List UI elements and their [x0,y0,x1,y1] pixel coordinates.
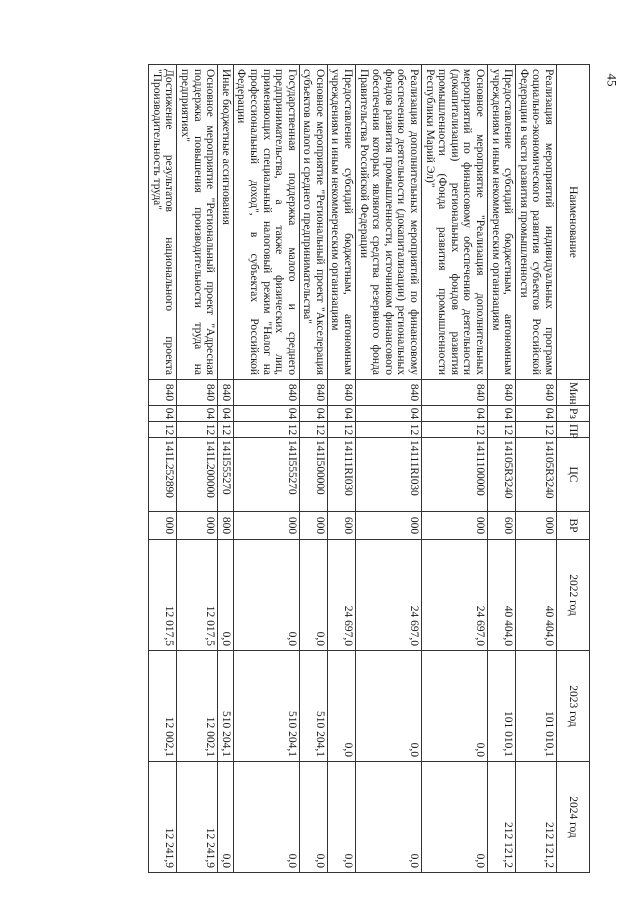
table-row [177,65,218,873]
cell-2023-value: 0,0 [408,742,421,757]
cell-2022 [488,540,516,651]
cell-vr [488,512,516,540]
cell-2022-value: 24 697,0 [408,605,421,646]
table-row [218,65,234,873]
cell-name: Государственная поддержка малого и среднего предпринимательства, а также физических лиц, применяющих специальный налоговый режим "Налог на профессиональный доход", в субъектах Российской Федерации [233,65,299,380]
cell-vr [422,512,488,540]
cell-2024 [233,762,299,873]
table-row [233,65,299,873]
cell-name: Предоставление субсидий бюджетным, автономным учреждениям и иным некоммерческим организациям [488,65,516,380]
cell-pr: 12 [422,422,488,438]
cell-2024 [149,762,177,873]
cell-pr: 12 [299,422,327,438]
cell-min: 840 [299,380,327,406]
cell-2024-value: 0,0 [219,853,232,868]
cell-name: Основное мероприятие "Реализация дополнительных мероприятий по финансовому обеспечению деятельности (докапитализации) региональных фондов развития промышленности (Фонда развития промышленности Республики Марий Эл)" [422,65,488,380]
cell-name: Основное мероприятие "Региональный проект "Акселерация субъектов малого и среднего предпринимательства" [299,65,327,380]
cell-2024 [516,762,557,873]
cell-vr [356,512,422,540]
cell-vr [299,512,327,540]
table-row [356,65,422,873]
cell-rz: 04 [516,406,557,422]
cell-min: 840 [233,380,299,406]
cell-2022-value: 24 697,0 [474,605,487,646]
cell-2023-value: 101 010,1 [543,711,555,757]
cell-2022-value: 0,0 [285,631,298,646]
cell-2024-value: 12 241,9 [204,827,217,868]
cell-2023 [327,651,355,762]
header-pr: ПР [557,422,590,438]
cell-rz: 04 [233,406,299,422]
cell-2023-value: 510 204,1 [219,711,232,757]
table-header-row [557,65,590,873]
cell-2024-value: 0,0 [285,853,298,868]
cell-2023 [299,651,327,762]
cell-vr [327,512,355,540]
cell-2022 [516,540,557,651]
cell-2023-value: 0,0 [474,742,487,757]
header-cs: ЦС [557,438,590,512]
cell-2024 [299,762,327,873]
cell-min: 840 [327,380,355,406]
cell-min: 840 [149,380,177,406]
header-name: Наименование [557,65,590,380]
cell-2024 [327,762,355,873]
cell-2022 [218,540,234,651]
cell-2023 [177,651,218,762]
cell-name: Реализация дополнительных мероприятий по финансовому обеспечению деятельности (докапитализации) региональных фондов развития промышленности, источником финансового обеспечения которых являются средства резервного фонда Правительства Российской Федерации [356,65,422,380]
cell-cs-value: 141I555270 [219,440,232,495]
cell-name: Реализация мероприятий индивидуальных программ социально-экономического развития субъектов Российской Федерации в части развития промышленности [516,65,557,380]
cell-min: 840 [422,380,488,406]
cell-pr: 12 [149,422,177,438]
cell-cs [488,438,516,512]
table-row [327,65,355,873]
cell-2022 [356,540,422,651]
page-number: 45 [604,73,620,87]
cell-pr: 12 [177,422,218,438]
cell-2024 [488,762,516,873]
cell-cs [516,438,557,512]
table-row [488,65,516,873]
cell-cs-value: 141I555270 [285,440,298,495]
cell-pr: 12 [488,422,516,438]
cell-2022 [299,540,327,651]
cell-pr: 12 [233,422,299,438]
cell-cs-value: 141L252890 [163,440,176,498]
cell-2022-value: 0,0 [313,631,326,646]
header-rz: Рз [557,406,590,422]
cell-2023 [488,651,516,762]
cell-2022-value: 12 017,5 [163,605,176,646]
cell-2023-value: 12 002,1 [204,716,217,757]
cell-2022 [177,540,218,651]
cell-pr: 12 [218,422,234,438]
cell-vr-value: 000 [408,516,421,535]
cell-2024-value: 212 121,2 [502,822,515,868]
cell-2024-value: 0,0 [474,853,487,868]
cell-2024-value: 12 241,9 [163,827,176,868]
cell-min: 840 [218,380,234,406]
cell-name: Предоставление субсидий бюджетным, автономным учреждениям и иным некоммерческим организациям [327,65,355,380]
cell-name: Основное мероприятие "Региональный проект "Адресная поддержка повышения производительности труда на предприятиях" [177,65,218,380]
cell-cs-value: 14111RI030 [342,440,355,496]
rotated-table-area [107,64,590,872]
cell-vr-value: 000 [474,516,487,535]
cell-rz: 04 [149,406,177,422]
cell-2022-value: 24 697,0 [342,605,355,646]
cell-cs [327,438,355,512]
budget-table [148,64,590,873]
cell-2023-value: 12 002,1 [163,716,176,757]
cell-vr-value: 600 [502,516,515,535]
cell-2023-value: 101 010,1 [502,711,515,757]
cell-cs [218,438,234,512]
cell-2022-value: 40 404,0 [502,605,515,646]
cell-2023-value: 510 204,1 [313,711,326,757]
cell-2024 [218,762,234,873]
table-row [299,65,327,873]
cell-2024 [177,762,218,873]
cell-2022 [233,540,299,651]
cell-rz: 04 [356,406,422,422]
cell-2023-value: 0,0 [342,742,355,757]
cell-rz: 04 [299,406,327,422]
cell-pr: 12 [516,422,557,438]
cell-rz: 04 [327,406,355,422]
cell-cs-value: 14105R3240 [543,440,555,499]
cell-2024-value: 0,0 [313,853,326,868]
cell-rz: 04 [422,406,488,422]
cell-cs-value: 1411100000 [474,440,487,496]
cell-vr [149,512,177,540]
cell-cs-value: 14111RI030 [408,440,421,496]
cell-vr [177,512,218,540]
cell-name: Иные бюджетные ассигнования [218,65,234,380]
cell-2022 [422,540,488,651]
header-2022: 2022 год [557,540,590,651]
cell-2022 [149,540,177,651]
header-vr: ВР [557,512,590,540]
cell-cs-value: 141I500000 [313,440,326,495]
cell-rz: 04 [488,406,516,422]
cell-2024 [422,762,488,873]
cell-2024-value: 0,0 [408,853,421,868]
cell-pr: 12 [327,422,355,438]
cell-vr-value: 000 [163,516,176,535]
cell-2024-value: 0,0 [342,853,355,868]
cell-vr [516,512,557,540]
table-row [516,65,557,873]
cell-min: 840 [488,380,516,406]
cell-cs [149,438,177,512]
cell-2022-value: 40 404,0 [543,605,555,646]
header-min: Мин [557,380,590,406]
cell-2022-value: 12 017,5 [204,605,217,646]
cell-2023 [422,651,488,762]
cell-2023-value: 510 204,1 [285,711,298,757]
cell-2023 [149,651,177,762]
cell-2024 [356,762,422,873]
cell-cs-value: 14105R3240 [502,440,515,499]
cell-rz: 04 [218,406,234,422]
cell-vr-value: 000 [285,516,298,535]
table-row [422,65,488,873]
cell-vr-value: 600 [342,516,355,535]
cell-2023 [516,651,557,762]
cell-vr-value: 000 [543,516,555,535]
cell-cs [422,438,488,512]
cell-cs [299,438,327,512]
cell-vr-value: 000 [313,516,326,535]
cell-2023 [233,651,299,762]
cell-vr-value: 000 [204,516,217,535]
cell-min: 840 [516,380,557,406]
cell-vr [218,512,234,540]
cell-2024-value: 212 121,2 [543,822,555,868]
cell-min: 840 [356,380,422,406]
cell-vr [233,512,299,540]
table-row [149,65,177,873]
cell-name: Достижение результатов национального проекта "Производительность труда" [149,65,177,380]
header-2023: 2023 год [557,651,590,762]
cell-vr-value: 800 [219,516,232,535]
cell-cs [177,438,218,512]
cell-cs-value: 141L200000 [204,440,217,498]
cell-2023 [218,651,234,762]
cell-pr: 12 [356,422,422,438]
cell-2022-value: 0,0 [219,631,232,646]
header-2024: 2024 год [557,762,590,873]
cell-cs [356,438,422,512]
cell-rz: 04 [177,406,218,422]
cell-cs [233,438,299,512]
cell-min: 840 [177,380,218,406]
cell-2023 [356,651,422,762]
cell-2022 [327,540,355,651]
